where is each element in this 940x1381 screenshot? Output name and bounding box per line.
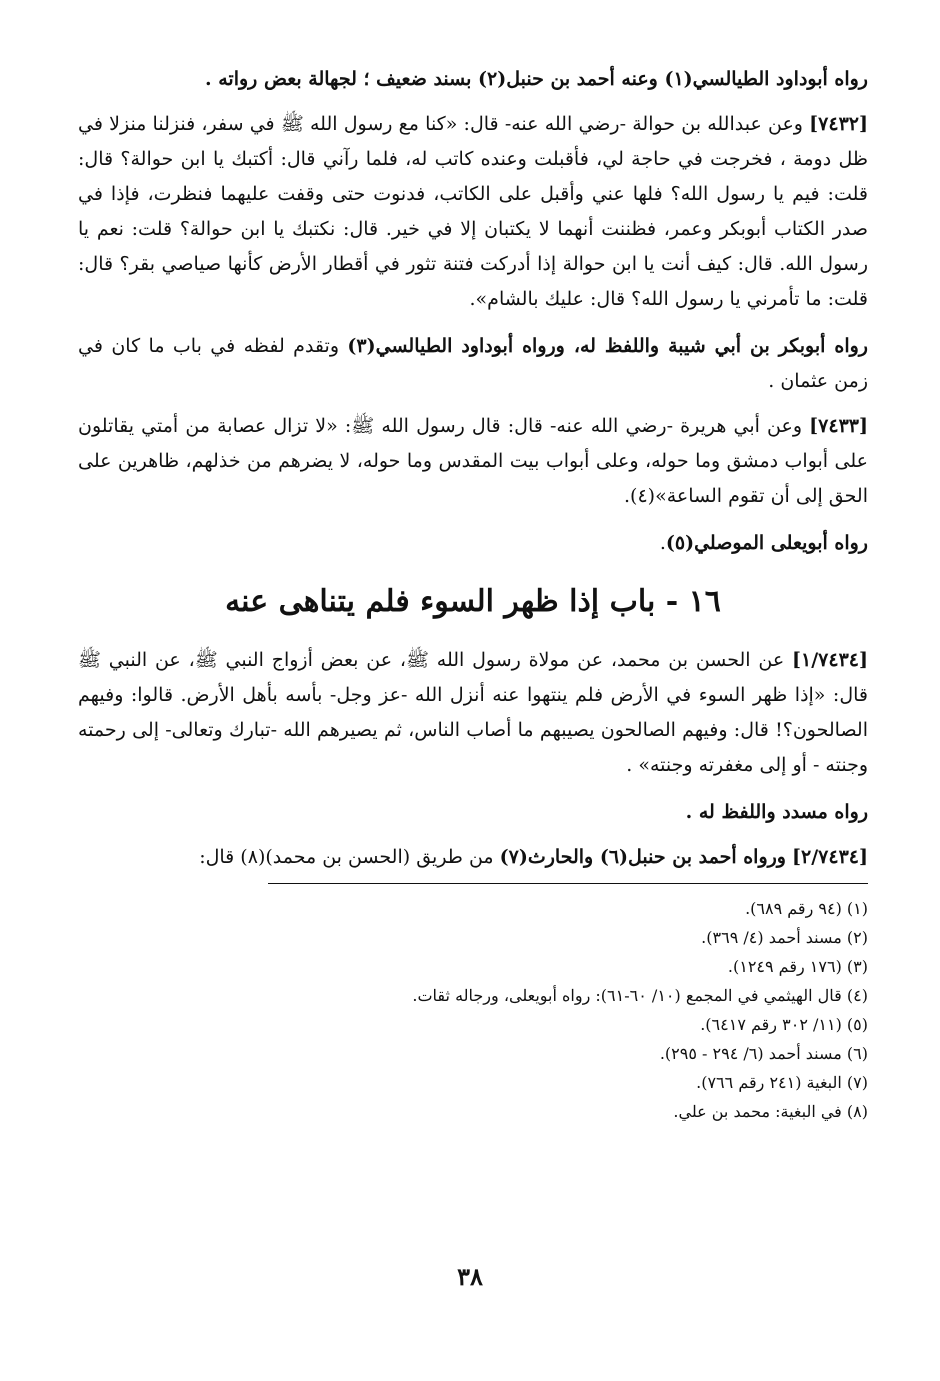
- hadith-text: عن الحسن بن محمد، عن مولاة رسول الله ﷺ، عن بعض أزواج النبي ﷺ، عن النبي ﷺ قال: «إذا ظهر السوء في الأرض فلم ينتهوا عنه أنزل الله -عز وجل- بأسه بأهل الأرض. قالوا: وفيهم الصالحون؟! قال: وفيهم الصالحون يصيبهم ما أصاب الناس، ثم يصيرهم الله -تبارك وتعالى- إلى رحمته وجنته - أو إلى مغفرته وجنته» .: [78, 649, 868, 776]
- hadith-number: [١/٧٤٣٤]: [792, 649, 868, 671]
- source-note-2-rest: وتقدم لفظه في باب ما كان في زمن عثمان .: [78, 335, 868, 392]
- hadith-number: [٢/٧٤٣٤]: [792, 846, 868, 868]
- source-note-3: [78, 526, 868, 561]
- hadith-7434-2: [78, 840, 868, 875]
- footnote-item: (٥) (١١/ ٣٠٢ رقم ٦٤١٧).: [700, 1015, 868, 1034]
- source-note-2-bold: رواه أبوبكر بن أبي شيبة واللفظ له، ورواه أبوداود الطيالسي(٣): [347, 335, 868, 357]
- footnote-item: (٧) البغية (٢٤١ رقم ٧٦٦).: [696, 1073, 868, 1092]
- footnote-item: (٨) في البغية: محمد بن علي.: [673, 1102, 868, 1121]
- source-note-3-bold: رواه أبويعلى الموصلي(٥): [665, 532, 868, 554]
- hadith-text: وعن أبي هريرة -رضي الله عنه- قال: قال رسول الله ﷺ: «لا تزال عصابة من أمتي يقاتلون على أبواب دمشق وما حوله، وعلى أبواب بيت المقدس وما حوله، لا يضرهم من خذلهم، ظاهرين على الحق إلى أن تقوم الساعة»(٤).: [78, 415, 868, 507]
- hadith-number: [٧٤٣٣]: [809, 415, 868, 437]
- hadith-text-bold: ورواه أحمد بن حنبل(٦) والحارث(٧): [499, 846, 786, 868]
- source-note-3-rest: .: [659, 532, 666, 554]
- hadith-7434-1: [78, 643, 868, 783]
- hadith-7433: [78, 409, 868, 514]
- footnote-item: (٣) (١٧٦ رقم ١٢٤٩).: [727, 957, 868, 976]
- footnote-item: (٦) مسند أحمد (٦/ ٢٩٤ - ٢٩٥).: [659, 1044, 868, 1063]
- page-body: [78, 62, 868, 1126]
- footnotes: [78, 894, 868, 1126]
- hadith-text: وعن عبدالله بن حوالة -رضي الله عنه- قال: «كنا مع رسول الله ﷺ في سفر، فنزلنا منزلا في ظل دومة ، فخرجت في حاجة لي، فأقبلت وعنده كاتب له، فلما رآني قال: أكتبك يا ابن حوالة؟ قال: قلت: فيم يا رسول الله؟ فلها عني وأقبل على الكاتب، فدنوت حتى وقفت عليهما فنظرت، فإذا في صدر الكتاب أبوبكر وعمر، فظننت أنهما لا يكتبان إلا في خير. قال: نكتبك يا ابن حوالة؟ قلت: نعم يا رسول الله. قال: كيف أنت يا ابن حوالة إذا أدركت فتنة تثور في أقطار الأرض كأنها صياصي بقر؟ قال: قلت: ما تأمرني يا رسول الله؟ قال: عليك بالشام».: [78, 113, 868, 310]
- source-note-2: [78, 329, 868, 399]
- footnote-divider: [268, 883, 868, 884]
- page-number: ٣٨: [457, 1262, 483, 1291]
- footnote-item: (١) (٩٤ رقم ٦٨٩).: [745, 899, 868, 918]
- footnote-item: (٢) مسند أحمد (٤/ ٣٦٩).: [701, 928, 868, 947]
- hadith-number: [٧٤٣٢]: [809, 113, 868, 135]
- source-note-1: رواه أبوداود الطيالسي(١) وعنه أحمد بن حنبل(٢) بسند ضعيف ؛ لجهالة بعض رواته .: [205, 68, 868, 90]
- hadith-7432: [78, 107, 868, 317]
- source-note-4: رواه مسدد واللفظ له .: [685, 801, 868, 823]
- hadith-text-rest: من طريق (الحسن بن محمد)(٨) قال:: [199, 846, 500, 868]
- chapter-heading: ١٦ - باب إذا ظهر السوء فلم يتناهى عنه: [225, 584, 721, 619]
- footnote-item: (٤) قال الهيثمي في المجمع (١٠/ ٦٠-٦١): رواه أبويعلى، ورجاله ثقات.: [412, 986, 868, 1005]
